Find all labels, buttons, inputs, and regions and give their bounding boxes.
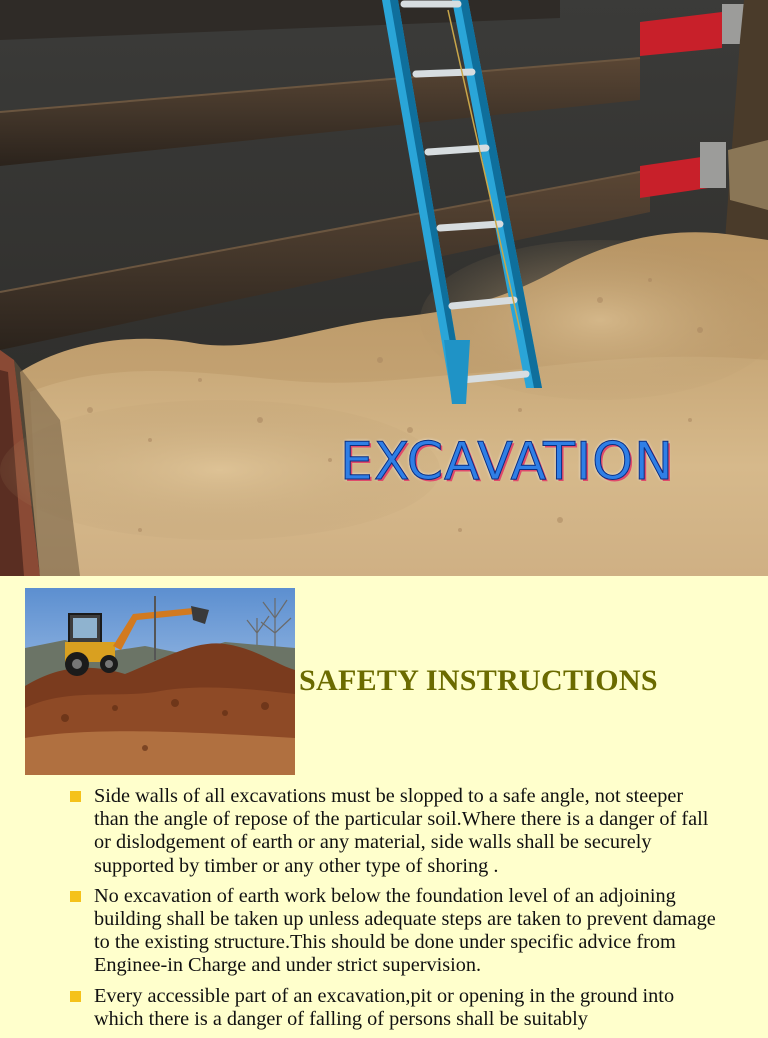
backhoe-photo [25, 588, 295, 775]
list-item [70, 885, 720, 978]
slide-title: EXCAVATION [340, 432, 674, 492]
section-heading: SAFETY INSTRUCTIONS [299, 664, 658, 697]
safety-bullet-list [70, 785, 720, 1038]
list-item [70, 785, 720, 878]
list-item [70, 985, 720, 1031]
square-bullet-icon [70, 891, 81, 902]
safety-slide [0, 576, 768, 1030]
square-bullet-icon [70, 791, 81, 802]
bullet-text: No excavation of earth work below the foundation level of an adjoining building shall be taken up unless adequate steps are taken to prevent damage to the existing structure.This should be done under specific advice from Enginee-in Charge and under strict supervision. [94, 884, 716, 977]
bullet-text: Every accessible part of an excavation,pit or opening in the ground into which there is a danger of falling of persons shall be suitably [94, 984, 675, 1030]
bullet-text: Side walls of all excavations must be slopped to a safe angle, not steeper than the angle of repose of the particular soil.Where there is a danger of fall or dislodgement of earth or any material, side walls shall be securely supported by timber or any other type of shoring . [94, 785, 709, 877]
square-bullet-icon [70, 991, 81, 1002]
